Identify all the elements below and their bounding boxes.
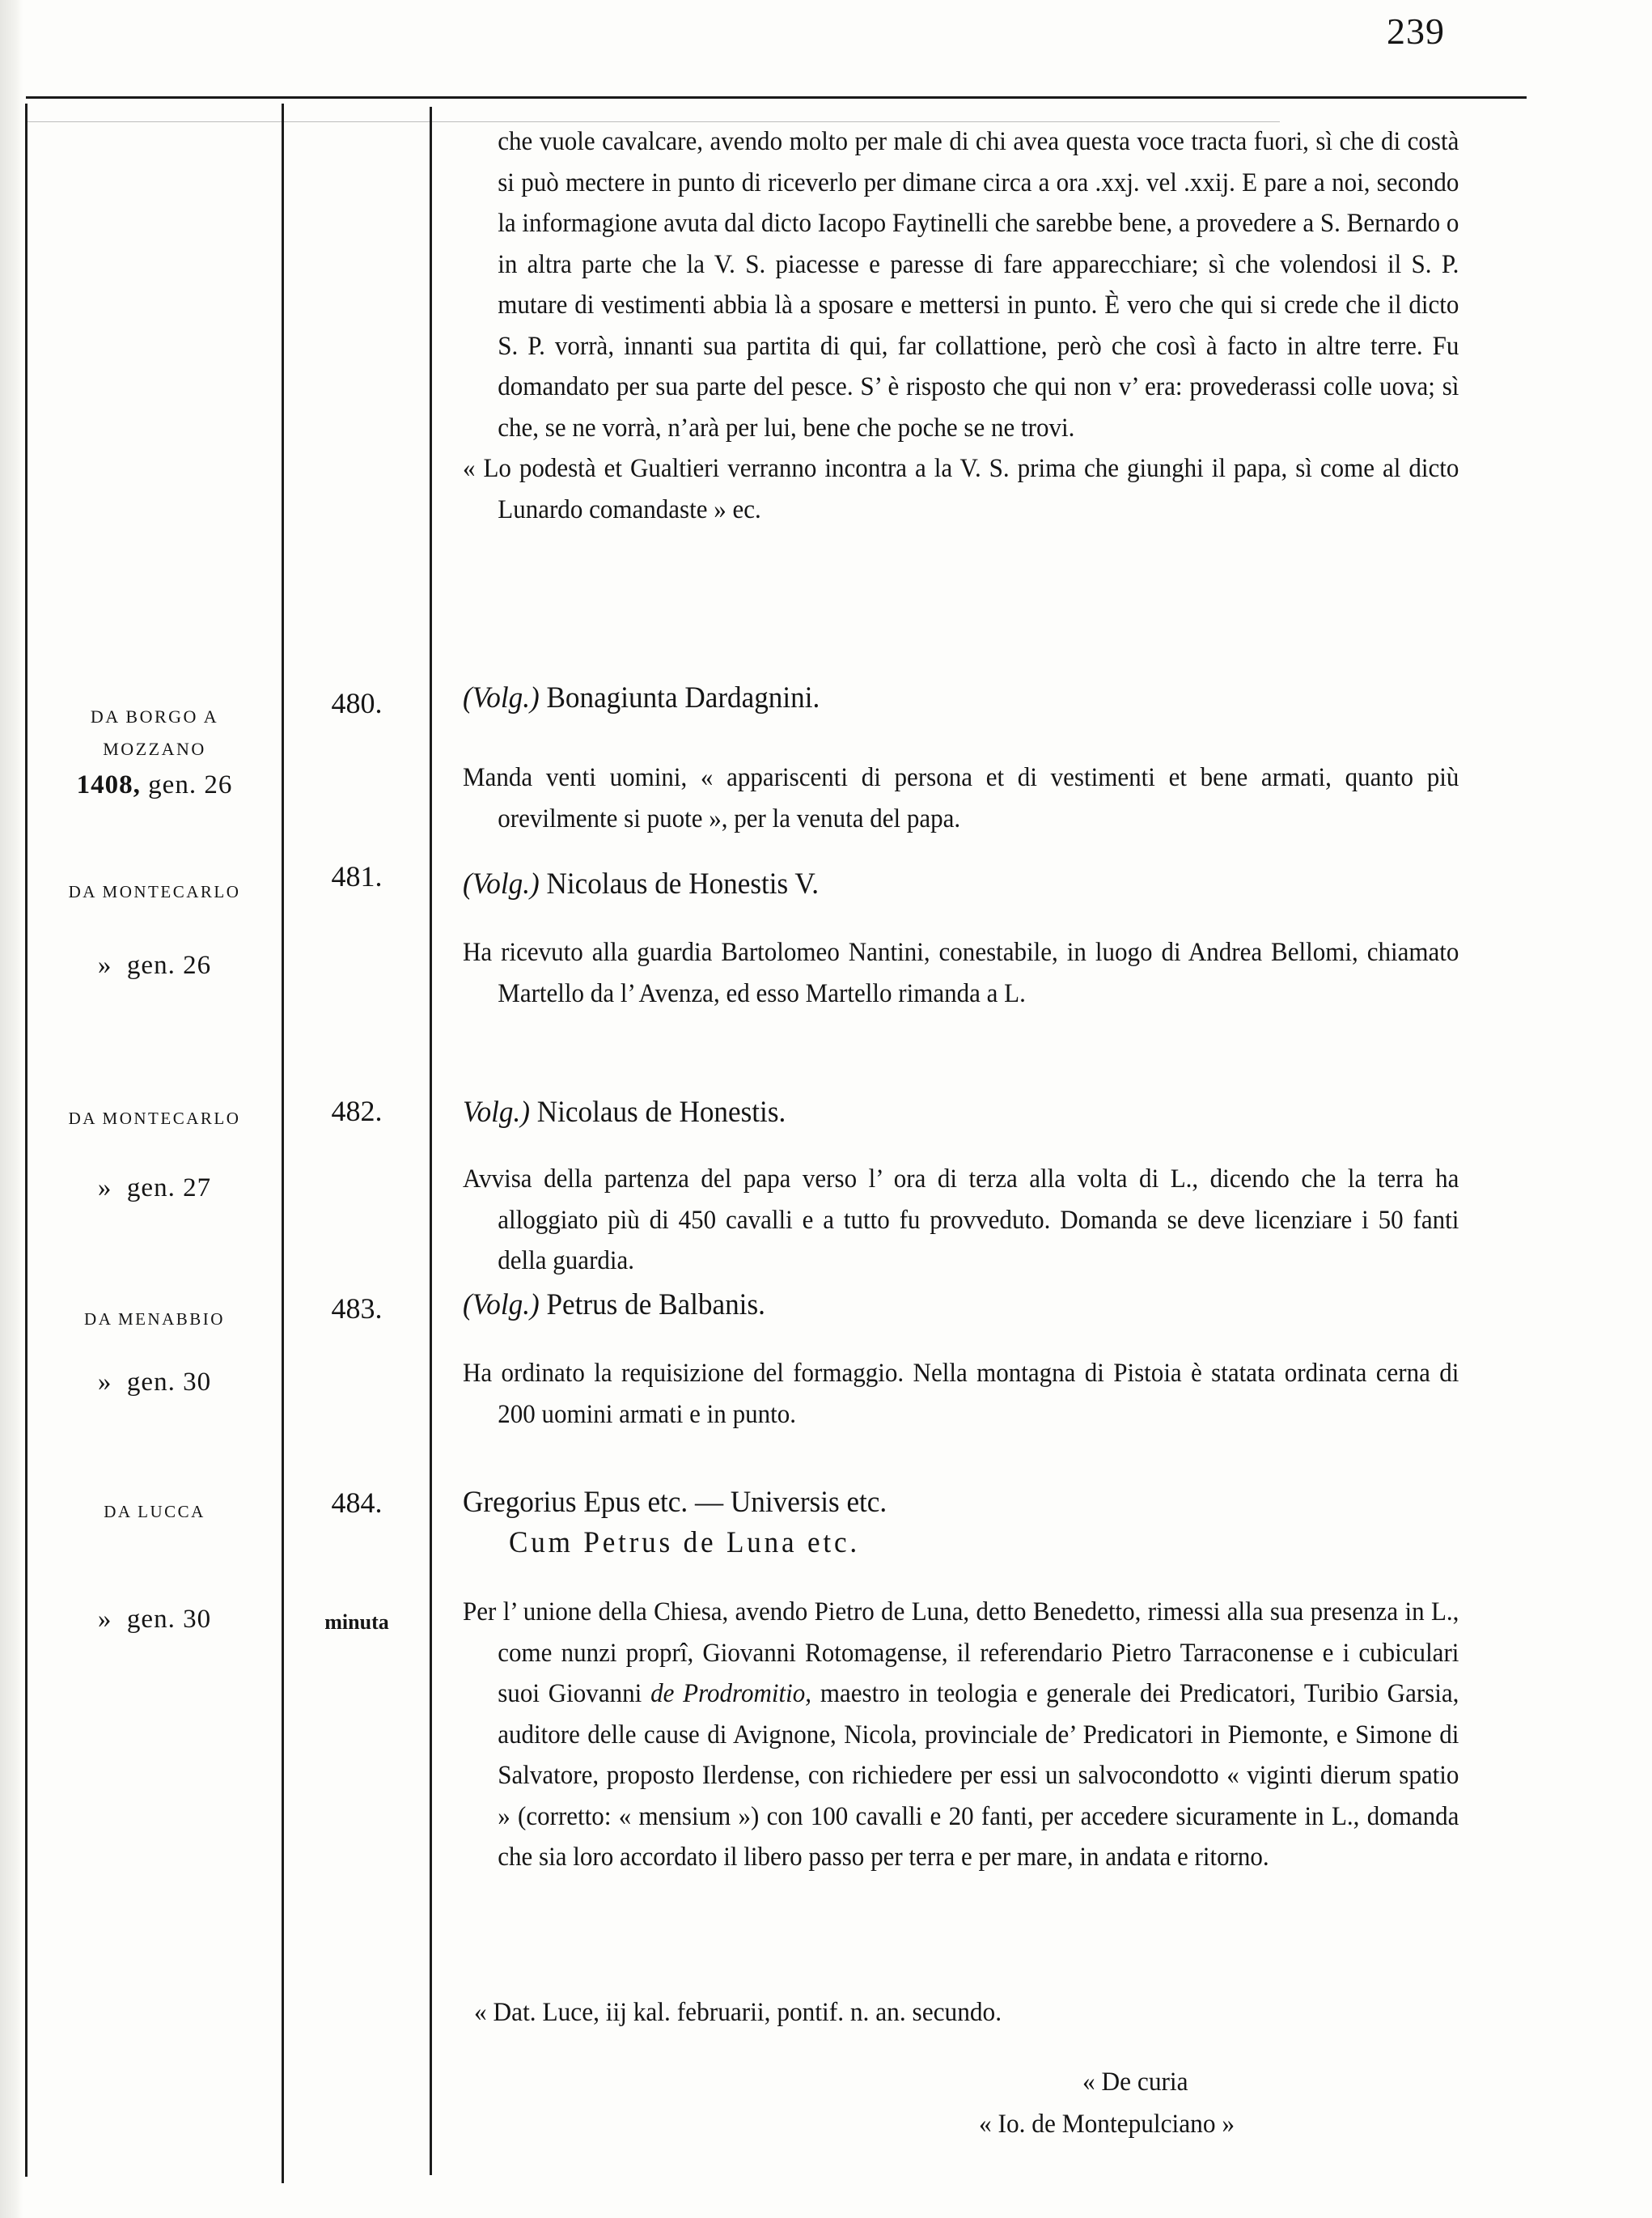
entry-480-heading bbox=[463, 678, 820, 719]
continuation-text bbox=[463, 121, 1459, 530]
entry-480-place bbox=[29, 701, 280, 765]
entry-484-title-line2: Cum Petrus de Luna etc. bbox=[509, 1526, 860, 1559]
entry-482-number: 482. bbox=[331, 1095, 383, 1127]
entry-481-volg: (Volg.) bbox=[463, 867, 540, 901]
column-rule-left bbox=[25, 104, 28, 2177]
entry-483-number: 483. bbox=[331, 1292, 383, 1325]
continuation-quote: « Lo podestà et Gualtieri verranno incontra a la V. S. prima che giunghi il papa, sì come al dicto Lunardo comandaste » ec. bbox=[463, 454, 1459, 524]
entry-482-date bbox=[29, 1173, 280, 1203]
entry-481-day: gen. 26 bbox=[126, 951, 212, 980]
entry-483-ditto: » bbox=[97, 1368, 112, 1397]
entry-481-author: Nicolaus de Honestis V. bbox=[546, 867, 820, 901]
entry-480-author: Bonagiunta Dardagnini. bbox=[546, 681, 820, 715]
entry-481-summary bbox=[463, 932, 1459, 1014]
entry-482-author: Nicolaus de Honestis. bbox=[536, 1096, 786, 1129]
entry-480-place-line1: DA BORGO A bbox=[90, 706, 219, 727]
entry-480-date bbox=[29, 770, 280, 800]
entry-482-summary bbox=[463, 1159, 1459, 1282]
entry-484-place bbox=[29, 1495, 280, 1528]
entry-484-ditto: » bbox=[97, 1605, 112, 1634]
entry-480-summary-text: Manda venti uomini, « appariscenti di persona et di vestimenti et bene armati, quanto più orevilmente si puote », per la venuta del papa. bbox=[463, 763, 1459, 833]
entry-482-heading bbox=[463, 1092, 786, 1133]
entry-483-heading bbox=[463, 1285, 765, 1325]
continuation-paragraph: che vuole cavalcare, avendo molto per male di chi avea questa voce tracta fuori, sì che di costà si può mectere in punto di riceverlo per dimane circa a ora .xxj. vel .xxij. E pare a noi, secondo la informagione avuta dal dicto Iacopo Faytinelli che sarebbe bene, a provedere a S. Bernardo o in altra parte che la V. S. piacesse e paresse di fare apparecchiare; sì che volendosi il S. P. mutare di vestimenti abbia là a sposare e mettersi in punto. È vero che qui si crede che il dicto S. P. vorrà, innanti sua partita di qui, far collattione, però che così à facto in altre terre. Fu domandato per sua parte del pesce. S’ è risposto che qui non v’ era: provederassi colle uova; sì che, se ne vorrà, n’arà per lui, bene che poche se ne trovi. bbox=[498, 127, 1459, 443]
column-rule-middle bbox=[282, 104, 284, 2183]
entry-480-day: gen. 26 bbox=[148, 770, 233, 799]
entry-484-date bbox=[29, 1605, 280, 1635]
entry-482-place bbox=[29, 1102, 280, 1134]
entry-484-number: 484. bbox=[331, 1486, 383, 1519]
entry-484-summary-text bbox=[463, 1592, 1459, 1878]
entry-481-heading bbox=[463, 864, 819, 905]
entry-484-summary-part2: maestro in teologia e generale dei Predicatori, Turibio Garsia, auditore delle cause di Avignone, Nicola, provinciale de’ Predicatori in Piemonte, e Simone di Salvatore, proposto Ilerdense, con richiedere per essi un salvocondotto « viginti dierum spatio » (corretto: « mensium ») con 100 cavalli e 20 fanti, per accedere sicuramente in L., domanda che sia loro accordato il libero passo per terra e per mare, in andata e ritorno. bbox=[498, 1679, 1459, 1872]
entry-481-summary-text: Ha ricevuto alla guardia Bartolomeo Nantini, conestabile, in luogo di Andrea Bellomi, chiamato Martello da l’ Avenza, ed esso Martello rimanda a L. bbox=[463, 938, 1459, 1008]
entry-482-place-text: DA MONTECARLO bbox=[68, 1109, 241, 1128]
entry-482-summary-text: Avvisa della partenza del papa verso l’ ora di terza alla volta di L., dicendo che la terra ha alloggiato più di 450 cavalli e a tutto fu provveduto. Domanda se deve licenziare i 50 fanti della guardia. bbox=[463, 1164, 1459, 1275]
entry-482-day: gen. 27 bbox=[126, 1173, 212, 1202]
entry-481-place bbox=[29, 876, 280, 908]
entry-484-title: Gregorius Epus etc. — Universis etc. bbox=[463, 1486, 887, 1519]
entry-480-year: 1408, bbox=[76, 770, 141, 799]
entry-483-volg: (Volg.) bbox=[463, 1288, 540, 1321]
entry-481-date bbox=[29, 951, 280, 981]
column-rule-right bbox=[430, 107, 432, 2175]
entry-483-author: Petrus de Balbanis. bbox=[546, 1288, 765, 1321]
entry-481-ditto: » bbox=[97, 951, 112, 980]
scan-margin-shadow bbox=[0, 0, 23, 2218]
entry-484-summary bbox=[463, 1592, 1459, 1878]
entry-483-place bbox=[29, 1303, 280, 1335]
page-number: 239 bbox=[1387, 11, 1445, 52]
entry-482-ditto: » bbox=[97, 1173, 112, 1202]
entry-483-summary bbox=[463, 1353, 1459, 1435]
entry-480-summary bbox=[463, 757, 1459, 839]
entry-484-dating: « Dat. Luce, iij kal. februarii, pontif. n. an. secundo. bbox=[474, 1998, 1002, 2027]
entry-480-volg: (Volg.) bbox=[463, 681, 540, 715]
entry-483-date bbox=[29, 1368, 280, 1397]
entry-480-place-line2: MOZZANO bbox=[103, 739, 206, 759]
entry-481-place-text: DA MONTECARLO bbox=[68, 882, 241, 901]
entry-480-number: 480. bbox=[331, 687, 383, 719]
entry-481-number: 481. bbox=[331, 860, 383, 893]
entry-484-note: minuta bbox=[324, 1610, 389, 1634]
entry-483-day: gen. 30 bbox=[126, 1368, 212, 1397]
entry-483-summary-text: Ha ordinato la requisizione del formaggio. Nella montagna di Pistoia è statata ordinata cerna di 200 uomini armati e in punto. bbox=[463, 1359, 1459, 1429]
entry-484-signature-line2: « Io. de Montepulciano » bbox=[979, 2110, 1235, 2139]
entry-484-summary-italic: de Prodromitio, bbox=[650, 1679, 812, 1708]
entry-483-place-text: DA MENABBIO bbox=[84, 1309, 225, 1329]
entry-482-volg: Volg.) bbox=[463, 1096, 530, 1129]
entry-484-heading bbox=[463, 1482, 887, 1563]
header-rule bbox=[26, 96, 1527, 99]
entry-484-summary-part1: Per l’ unione della Chiesa, avendo Pietro de Luna, detto Benedetto, rimessi alla sua presenza in L., come nunzi proprî, Giovanni Rotomagense, il referendario Pietro Tarraconense e i cubiculari suoi Giovanni bbox=[463, 1597, 1459, 1708]
entry-484-day: gen. 30 bbox=[126, 1605, 212, 1634]
entry-484-place-text: DA LUCCA bbox=[104, 1502, 205, 1521]
entry-484-signature-line1: « De curia bbox=[1082, 2067, 1188, 2097]
